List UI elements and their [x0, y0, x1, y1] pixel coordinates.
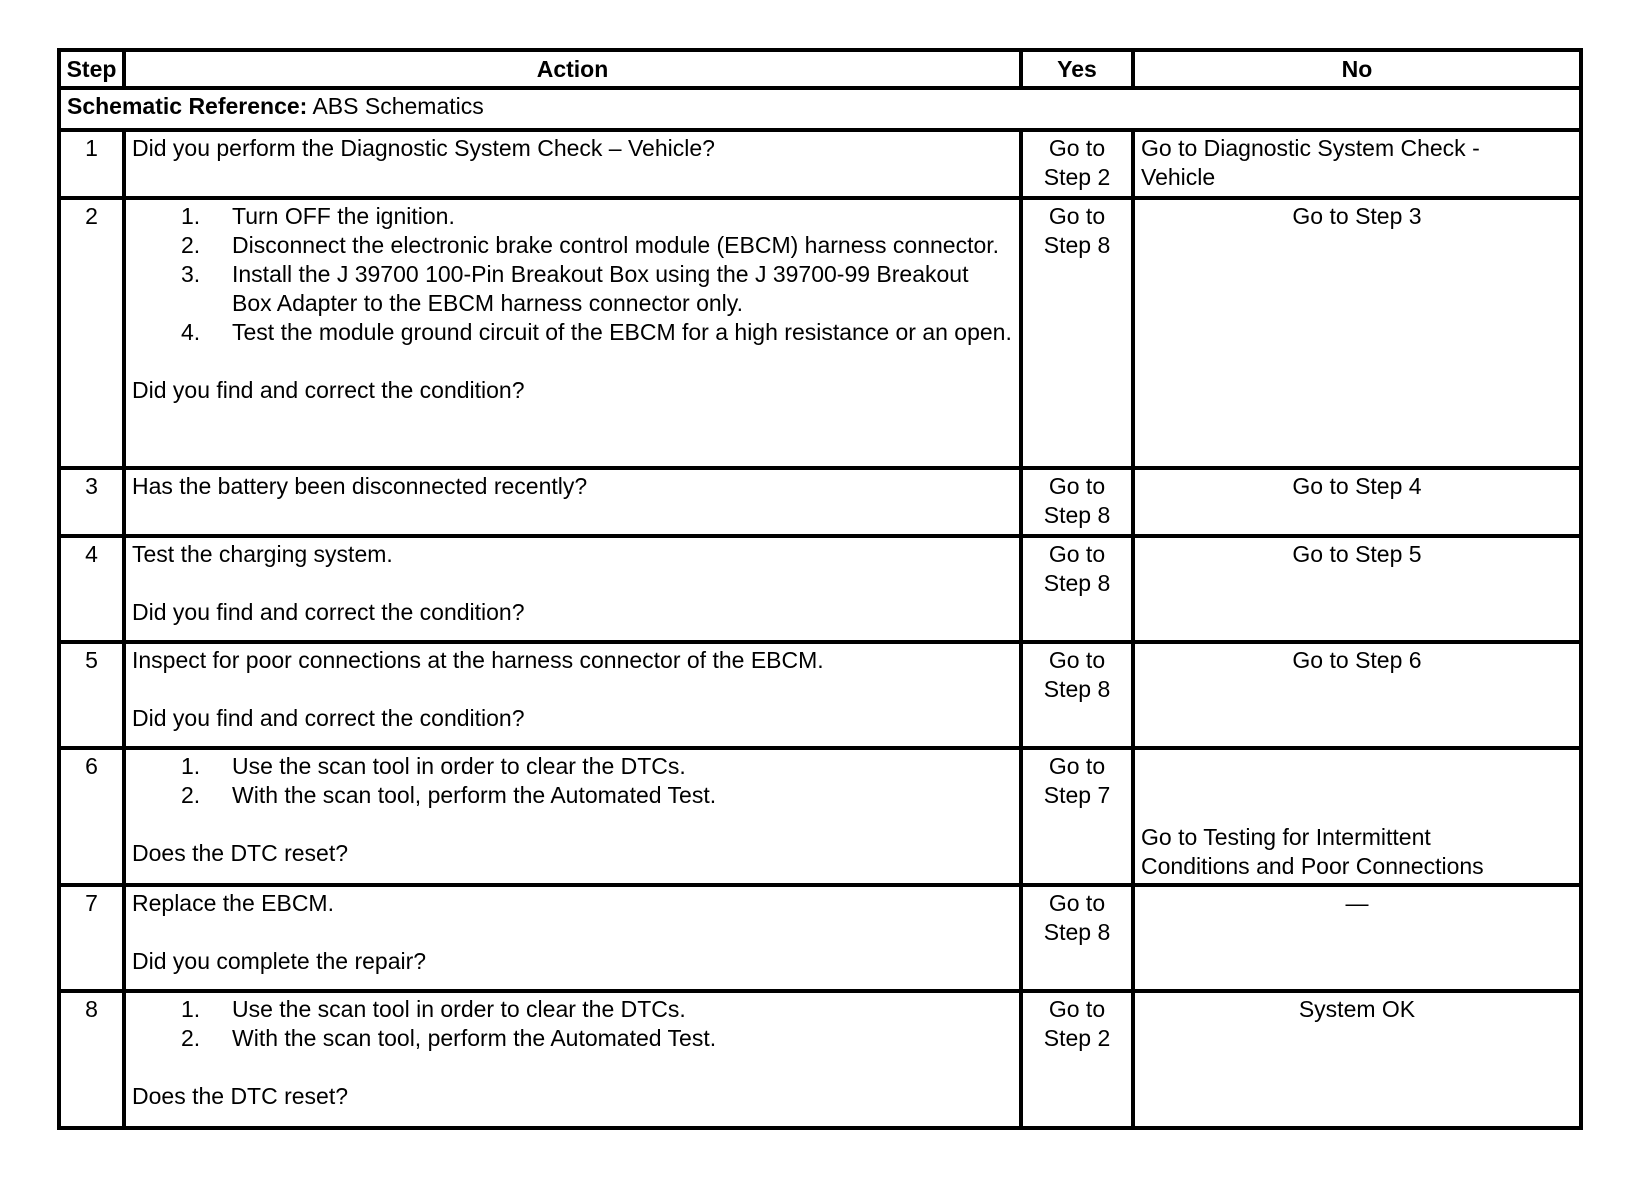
action-cell	[124, 748, 1021, 885]
table-row	[59, 885, 1581, 991]
list-item-text: Install the J 39700 100-Pin Breakout Box using the J 39700-99 Breakout Box Adapter to the EBCM harness connector only.	[232, 261, 969, 316]
schematic-label: Schematic Reference:	[67, 93, 308, 119]
action-cell	[124, 991, 1021, 1128]
list-item-text: With the scan tool, perform the Automated Test.	[232, 1025, 717, 1051]
no-cell: Go to Testing for Intermittent Conditions and Poor Connections	[1133, 748, 1581, 885]
list-item	[132, 1024, 1013, 1053]
header-row	[59, 50, 1581, 88]
schematic-reference	[59, 88, 1581, 130]
yes-cell: Go to Step 8	[1021, 885, 1133, 991]
header-no: No	[1133, 50, 1581, 88]
question-text: Did you perform the Diagnostic System Check – Vehicle?	[132, 135, 715, 161]
action-cell	[124, 468, 1021, 536]
list-item-number: 2.	[181, 782, 201, 808]
list-item-number: 1.	[181, 203, 201, 229]
list-item-number: 1.	[181, 753, 201, 779]
table-row	[59, 130, 1581, 198]
instruction-text: Test the charging system.	[132, 541, 393, 567]
question-text: Did you find and correct the condition?	[132, 705, 525, 731]
list-item-text: Test the module ground circuit of the EBCM for a high resistance or an open.	[232, 319, 1012, 345]
list-item	[132, 231, 1013, 260]
yes-cell: Go to Step 7	[1021, 748, 1133, 885]
question-text: Does the DTC reset?	[132, 840, 349, 866]
list-item-text: With the scan tool, perform the Automated Test.	[232, 782, 717, 808]
schematic-row	[59, 88, 1581, 130]
list-item	[132, 202, 1013, 231]
action-cell	[124, 885, 1021, 991]
no-cell: Go to Step 5	[1133, 536, 1581, 642]
question-text: Does the DTC reset?	[132, 1083, 349, 1109]
step-number: 7	[59, 885, 124, 991]
list-item-text: Disconnect the electronic brake control module (EBCM) harness connector.	[232, 232, 1000, 258]
step-number: 5	[59, 642, 124, 748]
list-item-number: 2.	[181, 232, 201, 258]
question-text: Did you find and correct the condition?	[132, 599, 525, 625]
step-number: 8	[59, 991, 124, 1128]
instruction-list	[132, 202, 1013, 347]
action-cell	[124, 130, 1021, 198]
question-text: Did you complete the repair?	[132, 948, 427, 974]
table-row	[59, 536, 1581, 642]
step-number: 4	[59, 536, 124, 642]
step-number: 6	[59, 748, 124, 885]
list-item-text: Turn OFF the ignition.	[232, 203, 455, 229]
yes-cell: Go to Step 8	[1021, 468, 1133, 536]
action-cell	[124, 198, 1021, 468]
instruction-list	[132, 995, 1013, 1053]
list-item	[132, 318, 1013, 347]
list-item-text: Use the scan tool in order to clear the DTCs.	[232, 753, 686, 779]
table-row	[59, 468, 1581, 536]
step-number: 3	[59, 468, 124, 536]
table-row	[59, 991, 1581, 1128]
no-cell: Go to Step 4	[1133, 468, 1581, 536]
list-item-number: 1.	[181, 996, 201, 1022]
yes-cell: Go to Step 2	[1021, 130, 1133, 198]
action-cell	[124, 642, 1021, 748]
schematic-value: ABS Schematics	[307, 93, 484, 119]
list-item-number: 4.	[181, 319, 201, 345]
instruction-text: Replace the EBCM.	[132, 890, 334, 916]
step-number: 2	[59, 198, 124, 468]
header-step: Step	[59, 50, 124, 88]
instruction-list	[132, 752, 1013, 810]
question-text: Has the battery been disconnected recently?	[132, 473, 588, 499]
table-row	[59, 748, 1581, 885]
header-yes: Yes	[1021, 50, 1133, 88]
step-number: 1	[59, 130, 124, 198]
list-item-number: 2.	[181, 1025, 201, 1051]
yes-cell: Go to Step 8	[1021, 198, 1133, 468]
list-item	[132, 260, 1013, 318]
no-cell: System OK	[1133, 991, 1581, 1128]
diagnostic-table	[57, 48, 1583, 1130]
list-item	[132, 752, 1013, 781]
table-row	[59, 642, 1581, 748]
yes-cell: Go to Step 8	[1021, 536, 1133, 642]
yes-cell: Go to Step 2	[1021, 991, 1133, 1128]
instruction-text: Inspect for poor connections at the harness connector of the EBCM.	[132, 647, 824, 673]
list-item	[132, 995, 1013, 1024]
no-cell: Go to Step 6	[1133, 642, 1581, 748]
no-cell: Go to Diagnostic System Check - Vehicle	[1133, 130, 1581, 198]
no-cell: Go to Step 3	[1133, 198, 1581, 468]
action-cell	[124, 536, 1021, 642]
table-row	[59, 198, 1581, 468]
list-item-number: 3.	[181, 261, 201, 287]
yes-cell: Go to Step 8	[1021, 642, 1133, 748]
header-action: Action	[124, 50, 1021, 88]
list-item	[132, 781, 1013, 810]
no-cell: —	[1133, 885, 1581, 991]
list-item-text: Use the scan tool in order to clear the DTCs.	[232, 996, 686, 1022]
question-text: Did you find and correct the condition?	[132, 377, 525, 403]
